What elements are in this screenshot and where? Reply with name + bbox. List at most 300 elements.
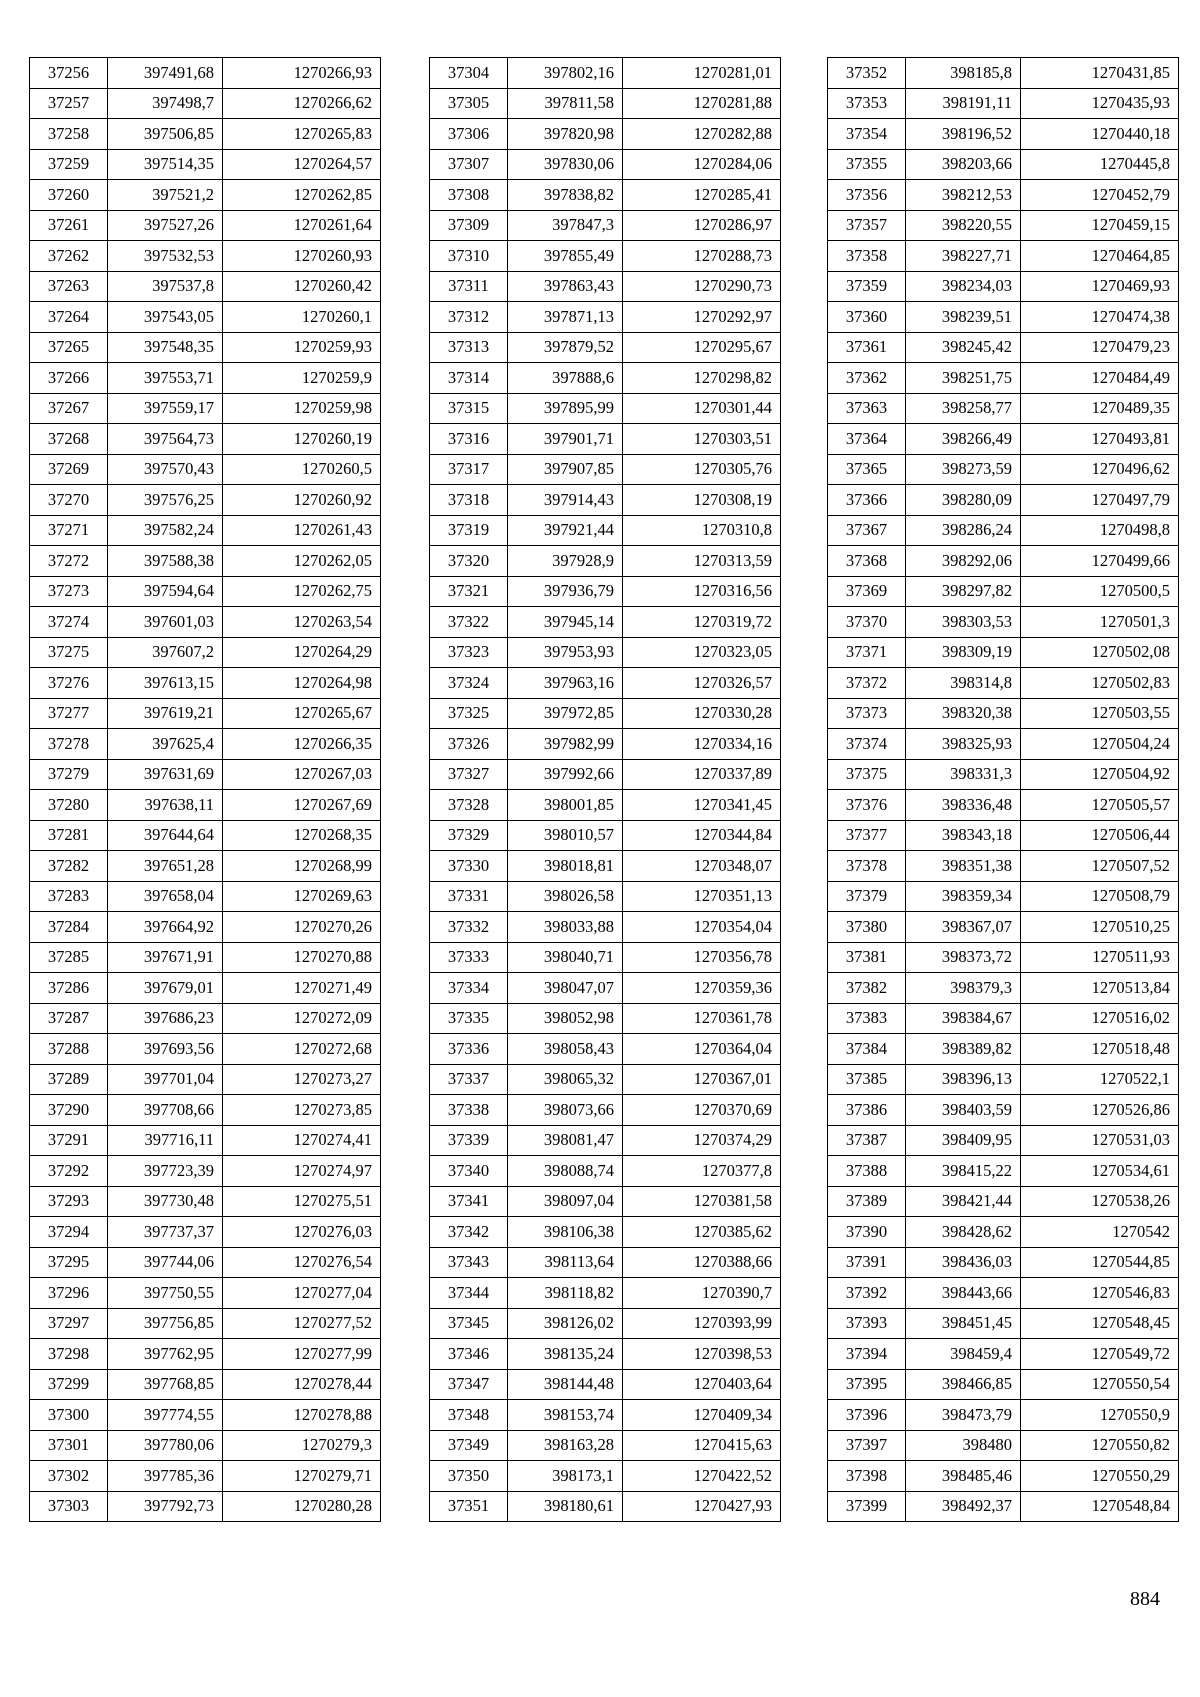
point-id-cell: 37279	[30, 759, 108, 790]
x-coordinate-cell: 398047,07	[508, 973, 623, 1004]
point-id-cell: 37266	[30, 363, 108, 394]
point-id-cell: 37383	[828, 1003, 906, 1034]
x-coordinate-cell: 398185,8	[906, 58, 1021, 89]
y-coordinate-cell: 1270298,82	[623, 363, 781, 394]
table-row	[430, 241, 781, 272]
x-coordinate-cell: 397708,66	[108, 1095, 223, 1126]
y-coordinate-cell: 1270319,72	[623, 607, 781, 638]
y-coordinate-cell: 1270508,79	[1021, 881, 1179, 912]
point-id-cell: 37258	[30, 119, 108, 150]
table-row	[828, 1247, 1179, 1278]
table-row	[30, 607, 381, 638]
y-coordinate-cell: 1270344,84	[623, 820, 781, 851]
table-row	[828, 546, 1179, 577]
y-coordinate-cell: 1270544,85	[1021, 1247, 1179, 1278]
point-id-cell: 37333	[430, 942, 508, 973]
point-id-cell: 37324	[430, 668, 508, 699]
y-coordinate-cell: 1270284,06	[623, 149, 781, 180]
y-coordinate-cell: 1270271,49	[223, 973, 381, 1004]
coordinate-table-2	[429, 57, 781, 1522]
table-row	[828, 454, 1179, 485]
table-row	[828, 912, 1179, 943]
x-coordinate-cell: 397863,43	[508, 271, 623, 302]
x-coordinate-cell: 398373,72	[906, 942, 1021, 973]
point-id-cell: 37269	[30, 454, 108, 485]
point-id-cell: 37287	[30, 1003, 108, 1034]
x-coordinate-cell: 398384,67	[906, 1003, 1021, 1034]
x-coordinate-cell: 397658,04	[108, 881, 223, 912]
y-coordinate-cell: 1270341,45	[623, 790, 781, 821]
point-id-cell: 37284	[30, 912, 108, 943]
table-row	[430, 363, 781, 394]
y-coordinate-cell: 1270510,25	[1021, 912, 1179, 943]
table-row	[430, 607, 781, 638]
x-coordinate-cell: 398389,82	[906, 1034, 1021, 1065]
point-id-cell: 37341	[430, 1186, 508, 1217]
table-row	[828, 1064, 1179, 1095]
x-coordinate-cell: 397644,64	[108, 820, 223, 851]
table-row	[30, 637, 381, 668]
point-id-cell: 37323	[430, 637, 508, 668]
y-coordinate-cell: 1270367,01	[623, 1064, 781, 1095]
table-row	[828, 668, 1179, 699]
x-coordinate-cell: 397537,8	[108, 271, 223, 302]
y-coordinate-cell: 1270280,28	[223, 1491, 381, 1522]
y-coordinate-cell: 1270548,45	[1021, 1308, 1179, 1339]
x-coordinate-cell: 397594,64	[108, 576, 223, 607]
point-id-cell: 37393	[828, 1308, 906, 1339]
x-coordinate-cell: 397553,71	[108, 363, 223, 394]
x-coordinate-cell: 398033,88	[508, 912, 623, 943]
point-id-cell: 37290	[30, 1095, 108, 1126]
table-row	[828, 58, 1179, 89]
x-coordinate-cell: 398428,62	[906, 1217, 1021, 1248]
table-row	[30, 119, 381, 150]
x-coordinate-cell: 397744,06	[108, 1247, 223, 1278]
point-id-cell: 37376	[828, 790, 906, 821]
table-row	[430, 912, 781, 943]
y-coordinate-cell: 1270267,03	[223, 759, 381, 790]
x-coordinate-cell: 398135,24	[508, 1339, 623, 1370]
y-coordinate-cell: 1270272,09	[223, 1003, 381, 1034]
table-row	[30, 1003, 381, 1034]
x-coordinate-cell: 397638,11	[108, 790, 223, 821]
table-row	[30, 546, 381, 577]
y-coordinate-cell: 1270276,54	[223, 1247, 381, 1278]
point-id-cell: 37272	[30, 546, 108, 577]
point-id-cell: 37370	[828, 607, 906, 638]
table-row	[430, 485, 781, 516]
point-id-cell: 37308	[430, 180, 508, 211]
table-row	[430, 1034, 781, 1065]
point-id-cell: 37398	[828, 1461, 906, 1492]
point-id-cell: 37355	[828, 149, 906, 180]
x-coordinate-cell: 398292,06	[906, 546, 1021, 577]
y-coordinate-cell: 1270277,99	[223, 1339, 381, 1370]
table-row	[30, 881, 381, 912]
table-row	[828, 698, 1179, 729]
table-row	[430, 1186, 781, 1217]
x-coordinate-cell: 397762,95	[108, 1339, 223, 1370]
y-coordinate-cell: 1270489,35	[1021, 393, 1179, 424]
x-coordinate-cell: 398173,1	[508, 1461, 623, 1492]
point-id-cell: 37345	[430, 1308, 508, 1339]
y-coordinate-cell: 1270505,57	[1021, 790, 1179, 821]
point-id-cell: 37262	[30, 241, 108, 272]
point-id-cell: 37394	[828, 1339, 906, 1370]
x-coordinate-cell: 398191,11	[906, 88, 1021, 119]
y-coordinate-cell: 1270334,16	[623, 729, 781, 760]
point-id-cell: 37346	[430, 1339, 508, 1370]
x-coordinate-cell: 397792,73	[108, 1491, 223, 1522]
table-row	[30, 1308, 381, 1339]
point-id-cell: 37273	[30, 576, 108, 607]
table-row	[430, 1430, 781, 1461]
point-id-cell: 37342	[430, 1217, 508, 1248]
table-row	[430, 424, 781, 455]
y-coordinate-cell: 1270388,66	[623, 1247, 781, 1278]
table-row	[430, 332, 781, 363]
y-coordinate-cell: 1270268,99	[223, 851, 381, 882]
x-coordinate-cell: 398485,46	[906, 1461, 1021, 1492]
x-coordinate-cell: 397830,06	[508, 149, 623, 180]
x-coordinate-cell: 397506,85	[108, 119, 223, 150]
x-coordinate-cell: 398239,51	[906, 302, 1021, 333]
x-coordinate-cell: 397847,3	[508, 210, 623, 241]
x-coordinate-cell: 398088,74	[508, 1156, 623, 1187]
point-id-cell: 37281	[30, 820, 108, 851]
x-coordinate-cell: 397768,85	[108, 1369, 223, 1400]
x-coordinate-cell: 398367,07	[906, 912, 1021, 943]
table-row	[430, 1369, 781, 1400]
point-id-cell: 37329	[430, 820, 508, 851]
point-id-cell: 37289	[30, 1064, 108, 1095]
y-coordinate-cell: 1270316,56	[623, 576, 781, 607]
table-row	[30, 302, 381, 333]
table-row	[430, 1217, 781, 1248]
x-coordinate-cell: 397521,2	[108, 180, 223, 211]
point-id-cell: 37365	[828, 454, 906, 485]
x-coordinate-cell: 397820,98	[508, 119, 623, 150]
table-row	[828, 851, 1179, 882]
y-coordinate-cell: 1270279,71	[223, 1461, 381, 1492]
table-row	[828, 210, 1179, 241]
table-row	[828, 729, 1179, 760]
point-id-cell: 37325	[430, 698, 508, 729]
point-id-cell: 37389	[828, 1186, 906, 1217]
table-row	[430, 1064, 781, 1095]
x-coordinate-cell: 397945,14	[508, 607, 623, 638]
x-coordinate-cell: 397737,37	[108, 1217, 223, 1248]
table-row	[30, 698, 381, 729]
table-row	[828, 1491, 1179, 1522]
y-coordinate-cell: 1270550,29	[1021, 1461, 1179, 1492]
x-coordinate-cell: 398314,8	[906, 668, 1021, 699]
table-row	[430, 1156, 781, 1187]
table-row	[30, 271, 381, 302]
y-coordinate-cell: 1270259,93	[223, 332, 381, 363]
point-id-cell: 37331	[430, 881, 508, 912]
point-id-cell: 37368	[828, 546, 906, 577]
x-coordinate-cell: 398451,45	[906, 1308, 1021, 1339]
point-id-cell: 37306	[430, 119, 508, 150]
y-coordinate-cell: 1270337,89	[623, 759, 781, 790]
y-coordinate-cell: 1270484,49	[1021, 363, 1179, 394]
y-coordinate-cell: 1270422,52	[623, 1461, 781, 1492]
point-id-cell: 37359	[828, 271, 906, 302]
coordinate-table-3	[827, 57, 1179, 1522]
table-row	[30, 1125, 381, 1156]
table-row	[30, 515, 381, 546]
table-row	[430, 393, 781, 424]
table-row	[828, 271, 1179, 302]
point-id-cell: 37337	[430, 1064, 508, 1095]
table-row	[430, 698, 781, 729]
point-id-cell: 37366	[828, 485, 906, 516]
point-id-cell: 37322	[430, 607, 508, 638]
y-coordinate-cell: 1270279,3	[223, 1430, 381, 1461]
table-row	[430, 851, 781, 882]
table-row	[30, 241, 381, 272]
x-coordinate-cell: 397693,56	[108, 1034, 223, 1065]
point-id-cell: 37395	[828, 1369, 906, 1400]
x-coordinate-cell: 398273,59	[906, 454, 1021, 485]
y-coordinate-cell: 1270266,93	[223, 58, 381, 89]
x-coordinate-cell: 398227,71	[906, 241, 1021, 272]
x-coordinate-cell: 397701,04	[108, 1064, 223, 1095]
point-id-cell: 37399	[828, 1491, 906, 1522]
table-row	[30, 1095, 381, 1126]
y-coordinate-cell: 1270305,76	[623, 454, 781, 485]
point-id-cell: 37313	[430, 332, 508, 363]
x-coordinate-cell: 397498,7	[108, 88, 223, 119]
y-coordinate-cell: 1270281,01	[623, 58, 781, 89]
table-row	[30, 1217, 381, 1248]
y-coordinate-cell: 1270504,24	[1021, 729, 1179, 760]
table-row	[430, 210, 781, 241]
point-id-cell: 37387	[828, 1125, 906, 1156]
table-row	[430, 119, 781, 150]
y-coordinate-cell: 1270409,34	[623, 1400, 781, 1431]
x-coordinate-cell: 398297,82	[906, 576, 1021, 607]
x-coordinate-cell: 397953,93	[508, 637, 623, 668]
y-coordinate-cell: 1270265,83	[223, 119, 381, 150]
table-row	[430, 1400, 781, 1431]
y-coordinate-cell: 1270259,9	[223, 363, 381, 394]
point-id-cell: 37318	[430, 485, 508, 516]
point-id-cell: 37320	[430, 546, 508, 577]
table-row	[828, 485, 1179, 516]
x-coordinate-cell: 398118,82	[508, 1278, 623, 1309]
point-id-cell: 37294	[30, 1217, 108, 1248]
y-coordinate-cell: 1270348,07	[623, 851, 781, 882]
y-coordinate-cell: 1270290,73	[623, 271, 781, 302]
y-coordinate-cell: 1270262,85	[223, 180, 381, 211]
point-id-cell: 37268	[30, 424, 108, 455]
y-coordinate-cell: 1270497,79	[1021, 485, 1179, 516]
y-coordinate-cell: 1270330,28	[623, 698, 781, 729]
table-row	[430, 729, 781, 760]
y-coordinate-cell: 1270499,66	[1021, 546, 1179, 577]
table-row	[430, 180, 781, 211]
y-coordinate-cell: 1270282,88	[623, 119, 781, 150]
x-coordinate-cell: 398415,22	[906, 1156, 1021, 1187]
point-id-cell: 37358	[828, 241, 906, 272]
table-row	[30, 485, 381, 516]
point-id-cell: 37392	[828, 1278, 906, 1309]
x-coordinate-cell: 398280,09	[906, 485, 1021, 516]
table-row	[30, 1430, 381, 1461]
y-coordinate-cell: 1270308,19	[623, 485, 781, 516]
y-coordinate-cell: 1270440,18	[1021, 119, 1179, 150]
y-coordinate-cell: 1270445,8	[1021, 149, 1179, 180]
x-coordinate-cell: 397774,55	[108, 1400, 223, 1431]
y-coordinate-cell: 1270272,68	[223, 1034, 381, 1065]
point-id-cell: 37311	[430, 271, 508, 302]
point-id-cell: 37296	[30, 1278, 108, 1309]
x-coordinate-cell: 397802,16	[508, 58, 623, 89]
table-row	[430, 576, 781, 607]
y-coordinate-cell: 1270506,44	[1021, 820, 1179, 851]
point-id-cell: 37256	[30, 58, 108, 89]
y-coordinate-cell: 1270275,51	[223, 1186, 381, 1217]
y-coordinate-cell: 1270263,54	[223, 607, 381, 638]
table-row	[828, 1430, 1179, 1461]
x-coordinate-cell: 398266,49	[906, 424, 1021, 455]
table-row	[828, 149, 1179, 180]
y-coordinate-cell: 1270522,1	[1021, 1064, 1179, 1095]
x-coordinate-cell: 398001,85	[508, 790, 623, 821]
y-coordinate-cell: 1270276,03	[223, 1217, 381, 1248]
point-id-cell: 37382	[828, 973, 906, 1004]
point-id-cell: 37384	[828, 1034, 906, 1065]
point-id-cell: 37360	[828, 302, 906, 333]
x-coordinate-cell: 398052,98	[508, 1003, 623, 1034]
x-coordinate-cell: 397921,44	[508, 515, 623, 546]
y-coordinate-cell: 1270313,59	[623, 546, 781, 577]
point-id-cell: 37307	[430, 149, 508, 180]
y-coordinate-cell: 1270548,84	[1021, 1491, 1179, 1522]
table-row	[430, 1278, 781, 1309]
x-coordinate-cell: 398258,77	[906, 393, 1021, 424]
y-coordinate-cell: 1270415,63	[623, 1430, 781, 1461]
table-row	[430, 515, 781, 546]
x-coordinate-cell: 398466,85	[906, 1369, 1021, 1400]
y-coordinate-cell: 1270464,85	[1021, 241, 1179, 272]
x-coordinate-cell: 397972,85	[508, 698, 623, 729]
point-id-cell: 37371	[828, 637, 906, 668]
table-row	[430, 1125, 781, 1156]
point-id-cell: 37349	[430, 1430, 508, 1461]
x-coordinate-cell: 397548,35	[108, 332, 223, 363]
point-id-cell: 37357	[828, 210, 906, 241]
x-coordinate-cell: 398212,53	[906, 180, 1021, 211]
table-row	[30, 1064, 381, 1095]
table-row	[430, 1247, 781, 1278]
table-row	[30, 851, 381, 882]
x-coordinate-cell: 398106,38	[508, 1217, 623, 1248]
table-row	[30, 149, 381, 180]
x-coordinate-cell: 398492,37	[906, 1491, 1021, 1522]
y-coordinate-cell: 1270260,93	[223, 241, 381, 272]
point-id-cell: 37335	[430, 1003, 508, 1034]
x-coordinate-cell: 397631,69	[108, 759, 223, 790]
point-id-cell: 37369	[828, 576, 906, 607]
point-id-cell: 37264	[30, 302, 108, 333]
y-coordinate-cell: 1270500,5	[1021, 576, 1179, 607]
y-coordinate-cell: 1270550,9	[1021, 1400, 1179, 1431]
point-id-cell: 37354	[828, 119, 906, 150]
x-coordinate-cell: 397936,79	[508, 576, 623, 607]
x-coordinate-cell: 397888,6	[508, 363, 623, 394]
x-coordinate-cell: 398065,32	[508, 1064, 623, 1095]
table-row	[828, 180, 1179, 211]
y-coordinate-cell: 1270262,05	[223, 546, 381, 577]
table-row	[828, 1217, 1179, 1248]
point-id-cell: 37372	[828, 668, 906, 699]
x-coordinate-cell: 397664,92	[108, 912, 223, 943]
point-id-cell: 37278	[30, 729, 108, 760]
y-coordinate-cell: 1270377,8	[623, 1156, 781, 1187]
y-coordinate-cell: 1270261,64	[223, 210, 381, 241]
y-coordinate-cell: 1270273,85	[223, 1095, 381, 1126]
y-coordinate-cell: 1270295,67	[623, 332, 781, 363]
point-id-cell: 37361	[828, 332, 906, 363]
y-coordinate-cell: 1270274,41	[223, 1125, 381, 1156]
point-id-cell: 37352	[828, 58, 906, 89]
table-row	[30, 759, 381, 790]
y-coordinate-cell: 1270303,51	[623, 424, 781, 455]
point-id-cell: 37295	[30, 1247, 108, 1278]
x-coordinate-cell: 398473,79	[906, 1400, 1021, 1431]
y-coordinate-cell: 1270277,04	[223, 1278, 381, 1309]
x-coordinate-cell: 398203,66	[906, 149, 1021, 180]
y-coordinate-cell: 1270361,78	[623, 1003, 781, 1034]
table-row	[30, 180, 381, 211]
point-id-cell: 37265	[30, 332, 108, 363]
x-coordinate-cell: 397559,17	[108, 393, 223, 424]
table-row	[828, 973, 1179, 1004]
y-coordinate-cell: 1270264,29	[223, 637, 381, 668]
table-row	[430, 759, 781, 790]
x-coordinate-cell: 397532,53	[108, 241, 223, 272]
y-coordinate-cell: 1270354,04	[623, 912, 781, 943]
x-coordinate-cell: 398351,38	[906, 851, 1021, 882]
x-coordinate-cell: 397613,15	[108, 668, 223, 699]
y-coordinate-cell: 1270260,19	[223, 424, 381, 455]
point-id-cell: 37378	[828, 851, 906, 882]
y-coordinate-cell: 1270526,86	[1021, 1095, 1179, 1126]
point-id-cell: 37293	[30, 1186, 108, 1217]
point-id-cell: 37283	[30, 881, 108, 912]
table-row	[828, 881, 1179, 912]
x-coordinate-cell: 397928,9	[508, 546, 623, 577]
table-row	[828, 119, 1179, 150]
x-coordinate-cell: 398180,61	[508, 1491, 623, 1522]
table-row	[30, 210, 381, 241]
table-row	[30, 1156, 381, 1187]
point-id-cell: 37299	[30, 1369, 108, 1400]
point-id-cell: 37363	[828, 393, 906, 424]
x-coordinate-cell: 397570,43	[108, 454, 223, 485]
y-coordinate-cell: 1270542	[1021, 1217, 1179, 1248]
table-row	[30, 912, 381, 943]
y-coordinate-cell: 1270261,43	[223, 515, 381, 546]
point-id-cell: 37380	[828, 912, 906, 943]
x-coordinate-cell: 398040,71	[508, 942, 623, 973]
y-coordinate-cell: 1270502,83	[1021, 668, 1179, 699]
y-coordinate-cell: 1270292,97	[623, 302, 781, 333]
